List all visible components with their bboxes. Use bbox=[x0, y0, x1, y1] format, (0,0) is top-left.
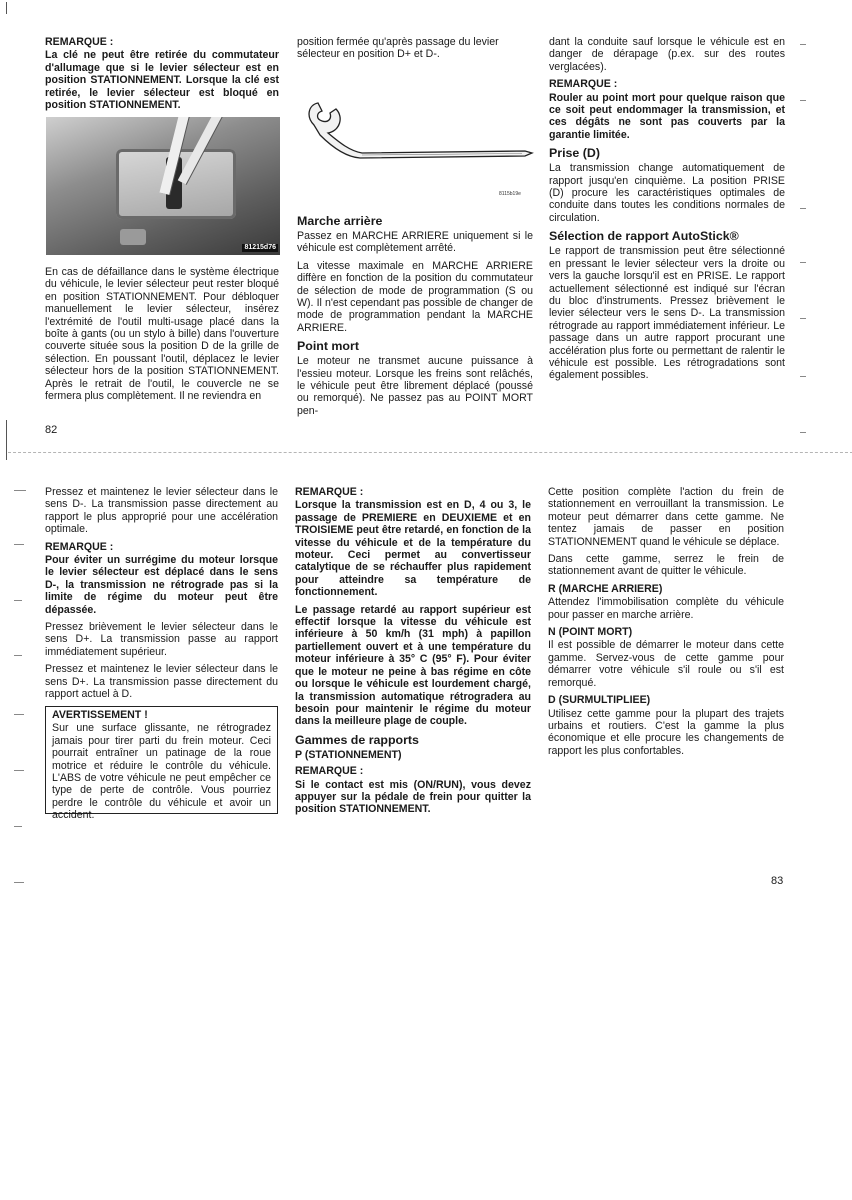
margin-mark bbox=[800, 100, 806, 101]
autostick-paragraph: Le rapport de transmission peut être sélectionné en pressant le levier sélecteur vers la droite ou vers la gauche lorsqu'il est en PRISE. Le rapport actuellement sélectionné est indiqué sur l'écran du bloc d'instruments. Pressez brièvement le levier sélecteur vers le sens D-. La transmission rétrograde au rapport immédiatement inférieur. Le passage dans un autre rapport procurant une accélération plus forte ou permettant de ralentir le véhicule est possible. Les rétrogradations sont également possibles. bbox=[549, 245, 785, 382]
margin-mark bbox=[800, 432, 806, 433]
heading-drive: Prise (D) bbox=[549, 146, 600, 161]
margin-mark bbox=[14, 826, 22, 827]
paragraph-d-minus-hold: Pressez et maintenez le levier sélecteur dans le sens D-. La transmission passe directement au rapport le plus approprié pour une accélération optimale. bbox=[45, 486, 278, 536]
margin-mark bbox=[14, 600, 22, 601]
scan-edge-mark bbox=[6, 420, 7, 460]
scan-edge-mark bbox=[6, 2, 7, 14]
gear-selector-photo bbox=[46, 117, 280, 255]
p82-column-2-body bbox=[297, 210, 533, 422]
park-paragraph: Cette position complète l'action du frein de stationnement en verrouillant la transmission. Le moteur peut démarrer dans cette gamme. Ne tentez jamais de passer en position STATIONNEMENT quand le véhicule se déplace. bbox=[548, 486, 784, 548]
note-text: Si le contact est mis (ON/RUN), vous devez appuyer sur la pédale de frein pour quitter la position STATIONNEMENT. bbox=[295, 778, 531, 816]
note-text: Pour éviter un surrégime du moteur lorsque le levier sélecteur est déplacé dans le sens D-, la transmission ne rétrograde pas si la limite de régime du moteur peut être dépassée. bbox=[45, 554, 278, 616]
note-label: REMARQUE : bbox=[45, 540, 114, 553]
note-label: REMARQUE : bbox=[549, 78, 618, 91]
manual-release-paragraph: En cas de défaillance dans le système électrique du véhicule, le levier sélecteur peut rester bloqué en position STATIONNEMENT. Pour débloquer manuellement le levier sélecteur, insérez l'extrémité de l'outil multi-usage placé dans la boîte à gants (ou un stylo à bille) dans l'ouverture couverte située sous la position D de la grille de sélection. En poussant l'outil, déplacez le levier sélecteur hors de la position STATIONNEMENT. Après le retrait de l'outil, le couvercle ne se fermera plus complètement. Il ne reviendra en bbox=[45, 266, 279, 403]
warning-title: AVERTISSEMENT ! bbox=[52, 709, 148, 721]
reverse-paragraph-2: La vitesse maximale en MARCHE ARRIERE diffère en fonction de la position du commutateur de sélection de mode de programmation (S ou W). Il n'est cependant pas possible de changer de mode de programmation pendant la MARCHE ARRIERE. bbox=[297, 259, 533, 334]
p83-column-3 bbox=[548, 486, 784, 762]
paragraph-d-plus-brief: Pressez brièvement le levier sélecteur dans le sens D+. La transmission passe au rapport immédiatement supérieur. bbox=[45, 621, 278, 658]
margin-mark bbox=[800, 208, 806, 209]
park-brake-paragraph: Dans cette gamme, serrez le frein de stationnement avant de quitter le véhicule. bbox=[548, 553, 784, 578]
tool-code: 8115b19e bbox=[499, 191, 521, 197]
warning-text: Sur une surface glissante, ne rétrogradez jamais pour tirer parti du frein moteur. Ceci pourrait entraîner un patinage de la roue motrice et réduire le contrôle du véhicule. L'ABS de votre véhicule ne peut empêcher ce type de perte de contrôle. Vous pourriez perdre le contrôle du véhicule et avoir un accident. bbox=[52, 722, 271, 822]
reverse-paragraph: Attendez l'immobilisation complète du véhicule pour passer en marche arrière. bbox=[548, 596, 784, 621]
page-number-left: 82 bbox=[45, 424, 58, 436]
multi-tool-illustration bbox=[300, 95, 536, 175]
subheading-neutral: N (POINT MORT) bbox=[548, 626, 633, 639]
margin-mark bbox=[800, 44, 806, 45]
p83-column-1 bbox=[45, 486, 278, 706]
margin-mark bbox=[14, 770, 24, 771]
neutral-paragraph: Il est possible de démarrer le moteur dans cette gamme. Servez-vous de cette gamme pour démarrer votre véhicule s'il roule ou s'il est remorqué. bbox=[548, 639, 784, 689]
heading-autostick: Sélection de rapport AutoStick® bbox=[549, 229, 739, 244]
note-text: Lorsque la transmission est en D, 4 ou 3, le passage de PREMIERE en DEUXIEME et en TROISIEME peut être retardé, en fonction de la vitesse du véhicule et de la température du moteur. Ceci permet au convertisseur catalytique de se réchauffer plus rapidement pour atteindre sa température de fonctionnement. bbox=[295, 499, 531, 599]
heading-neutral: Point mort bbox=[297, 339, 359, 354]
neutral-paragraph: Le moteur ne transmet aucune puissance à l'essieu moteur. Lorsque les freins sont relâchés, le véhicule peut être librement déplacé (poussé ou remorqué). Ne passez pas au POINT MORT pen- bbox=[297, 355, 533, 417]
subheading-overdrive: D (SURMULTIPLIEE) bbox=[548, 694, 651, 707]
note-text: Rouler au point mort pour quelque raison que ce soit peut endommager la transmission, et ces dégâts ne sont pas couverts par la garantie limitée. bbox=[549, 91, 785, 141]
heading-reverse: Marche arrière bbox=[297, 214, 383, 228]
reverse-paragraph-1: Passez en MARCHE ARRIERE uniquement si le véhicule est complètement arrêté. bbox=[297, 230, 533, 255]
margin-mark bbox=[14, 714, 24, 715]
margin-mark bbox=[800, 376, 806, 377]
margin-mark bbox=[14, 544, 24, 545]
subheading-reverse: R (MARCHE ARRIERE) bbox=[548, 582, 663, 595]
note-text: La clé ne peut être retirée du commutateur d'allumage que si le levier sélecteur est en position STATIONNEMENT. Lorsque la clé est retirée, le levier sélecteur est bloqué en position STATIONNEMENT. bbox=[45, 49, 279, 112]
p82-column-2-top bbox=[297, 36, 533, 66]
drive-paragraph: La transmission change automatiquement de rapport jusqu'en cinquième. La position PRISE (D) procure les caractéristiques optimales de conduite dans toutes les conditions normales de circulation. bbox=[549, 162, 785, 224]
continued-paragraph: position fermée qu'après passage du levier sélecteur en position D+ et D-. bbox=[297, 36, 499, 61]
note-label: REMARQUE : bbox=[295, 486, 364, 498]
p82-column-3 bbox=[549, 36, 785, 387]
console-button bbox=[120, 229, 146, 245]
margin-mark bbox=[14, 882, 24, 883]
paragraph-d-plus-hold: Pressez et maintenez le levier sélecteur dans le sens D+. La transmission passe directement du rapport actuel à D. bbox=[45, 663, 278, 701]
p82-column-1 bbox=[45, 36, 279, 116]
continued-paragraph: dant la conduite sauf lorsque le véhicule est en danger de dérapage (p.ex. sur des routes verglacées). bbox=[549, 36, 785, 73]
margin-mark bbox=[14, 490, 26, 491]
margin-mark bbox=[800, 318, 806, 319]
p83-column-2 bbox=[295, 486, 531, 821]
note-label: REMARQUE : bbox=[45, 36, 114, 48]
note-text-continued: Le passage retardé au rapport supérieur est effectif lorsque la vitesse du véhicule est inférieure à 50 km/h (31 mph) à papillon partiellement ouvert et à une température du moteur inférieure à 35° C (95° F). Pour éviter que le moteur ne peine à bas régime en côte ou lorsque le véhicule est lourdement chargé, la transmission automatique rétrogradera au besoin pour maintenir le régime du moteur dans la meilleure plage de couple. bbox=[295, 603, 531, 728]
margin-mark bbox=[800, 262, 806, 263]
warning-box bbox=[45, 706, 278, 822]
page-number-right: 83 bbox=[771, 875, 784, 887]
margin-mark bbox=[14, 655, 22, 656]
note-label: REMARQUE : bbox=[295, 765, 364, 778]
overdrive-paragraph: Utilisez cette gamme pour la plupart des trajets urbains et routiers. C'est la gamme la plus économique et elle procure les changements de rapport les plus confortables. bbox=[548, 707, 784, 757]
page-divider bbox=[8, 452, 852, 454]
subheading-park: P (STATIONNEMENT) bbox=[295, 748, 402, 761]
p82-column-1-para bbox=[45, 266, 279, 407]
heading-gear-ranges: Gammes de rapports bbox=[295, 732, 419, 747]
photo-code: 81215d76 bbox=[244, 244, 276, 251]
